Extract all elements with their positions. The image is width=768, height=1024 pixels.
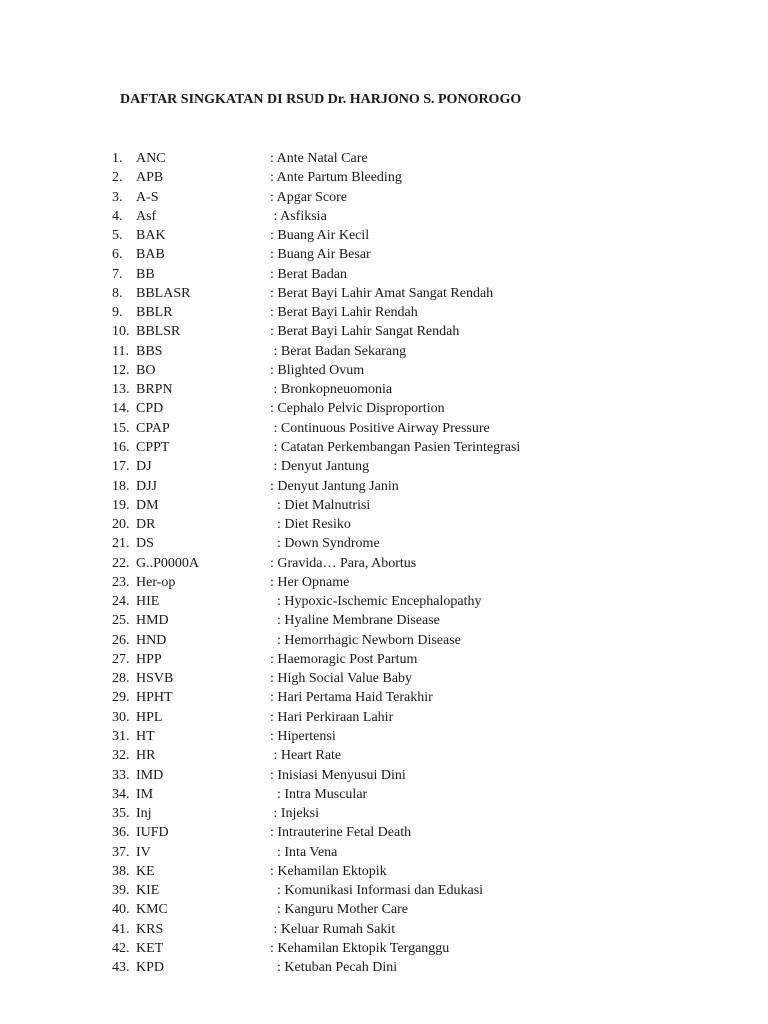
item-number: 15. (112, 420, 130, 436)
item-number: 10. (112, 324, 130, 340)
abbreviation: BO (136, 362, 156, 378)
abbreviation: CPD (136, 401, 164, 417)
definition: : Continuous Positive Airway Pressure (270, 420, 490, 436)
abbreviation: DJJ (136, 478, 158, 494)
item-number: 18. (112, 478, 130, 494)
definition: : Berat Bayi Lahir Sangat Rendah (270, 324, 460, 340)
list-item (112, 631, 672, 650)
definition: : Catatan Perkembangan Pasien Terintegrasi (270, 439, 521, 455)
list-item (112, 419, 672, 438)
list-item (112, 688, 672, 707)
abbreviation: BAK (136, 228, 166, 244)
abbreviation: KMC (136, 902, 168, 918)
definition: : Kehamilan Ektopik (270, 863, 387, 879)
item-number: 27. (112, 651, 130, 667)
item-number: 42. (112, 940, 130, 956)
definition: : Berat Bayi Lahir Amat Sangat Rendah (270, 285, 494, 301)
definition: : Blighted Ovum (270, 362, 365, 378)
definition: : High Social Value Baby (270, 671, 413, 687)
list-item (112, 900, 672, 919)
list-item (112, 534, 672, 553)
list-item (112, 207, 672, 226)
definition: : Denyut Jantung Janin (270, 478, 399, 494)
list-item (112, 168, 672, 187)
definition: : Injeksi (270, 806, 319, 822)
list-item (112, 939, 672, 958)
definition: : Komunikasi Informasi dan Edukasi (270, 883, 484, 899)
abbreviation: HMD (136, 613, 169, 629)
list-item (112, 226, 672, 245)
list-item (112, 399, 672, 418)
list-item (112, 611, 672, 630)
abbreviation: BBS (136, 343, 163, 359)
item-number: 9. (112, 305, 123, 321)
list-item (112, 303, 672, 322)
abbreviation: DS (136, 536, 154, 552)
list-item (112, 265, 672, 284)
definition: : Hemorrhagic Newborn Disease (270, 632, 461, 648)
definition: : Denyut Jantung (270, 459, 370, 475)
item-number: 24. (112, 594, 130, 610)
list-item (112, 477, 672, 496)
item-number: 5. (112, 228, 123, 244)
list-item (112, 380, 672, 399)
abbreviation: IMD (136, 767, 164, 783)
definition: : Cephalo Pelvic Disproportion (270, 401, 445, 417)
definition: : Berat Bayi Lahir Rendah (270, 305, 418, 321)
abbreviation: KPD (136, 960, 165, 976)
item-number: 4. (112, 208, 123, 224)
item-number: 43. (112, 960, 130, 976)
list-item (112, 515, 672, 534)
item-number: 25. (112, 613, 130, 629)
item-number: 3. (112, 189, 123, 205)
definition: : Keluar Rumah Sakit (270, 921, 396, 937)
item-number: 37. (112, 844, 130, 860)
abbreviation: DM (136, 497, 159, 513)
definition: : Hipertensi (270, 728, 336, 744)
abbreviation: BB (136, 266, 155, 282)
item-number: 1. (112, 151, 123, 166)
item-number: 20. (112, 517, 130, 533)
abbreviation: HPP (136, 651, 162, 667)
abbreviation: BAB (136, 247, 165, 263)
definition: : Buang Air Besar (270, 247, 371, 263)
definition: : Apgar Score (270, 189, 347, 205)
abbreviation: HIE (136, 594, 160, 610)
definition: : Kanguru Mother Care (270, 902, 409, 918)
definition: : Ante Natal Care (270, 151, 368, 166)
list-item (112, 862, 672, 881)
definition: : Intrauterine Fetal Death (270, 825, 412, 841)
definition: : Bronkopneuomonia (270, 382, 393, 398)
abbreviation: Her-op (136, 574, 176, 590)
definition: : Haemoragic Post Partum (270, 651, 418, 667)
list-item (112, 823, 672, 842)
abbreviation: KIE (136, 883, 160, 899)
list-item (112, 496, 672, 515)
item-number: 40. (112, 902, 130, 918)
abbreviation-list (112, 149, 672, 977)
item-number: 22. (112, 555, 130, 571)
definition: : Hari Perkiraan Lahir (270, 709, 394, 725)
list-item (112, 284, 672, 303)
abbreviation: HSVB (136, 671, 174, 687)
list-item (112, 554, 672, 573)
item-number: 13. (112, 382, 130, 398)
abbreviation: CPAP (136, 420, 170, 436)
item-number: 32. (112, 748, 130, 764)
definition: : Hyaline Membrane Disease (270, 613, 440, 629)
list-item (112, 457, 672, 476)
item-number: 39. (112, 883, 130, 899)
abbreviation: HR (136, 748, 156, 764)
abbreviation: HPHT (136, 690, 173, 706)
list-item (112, 920, 672, 939)
abbreviation: A-S (136, 189, 159, 205)
list-item (112, 727, 672, 746)
list-item (112, 843, 672, 862)
item-number: 12. (112, 362, 130, 378)
item-number: 6. (112, 247, 123, 263)
abbreviation: HND (136, 632, 167, 648)
document-title: DAFTAR SINGKATAN DI RSUD Dr. HARJONO S. PONOROGO (120, 92, 522, 107)
abbreviation: Inj (136, 806, 152, 822)
item-number: 35. (112, 806, 130, 822)
abbreviation: Asf (136, 208, 157, 224)
item-number: 8. (112, 285, 123, 301)
item-number: 28. (112, 671, 130, 687)
item-number: 21. (112, 536, 130, 552)
item-number: 31. (112, 728, 130, 744)
list-item (112, 342, 672, 361)
abbreviation: G..P0000A (136, 555, 200, 571)
item-number: 23. (112, 574, 130, 590)
abbreviation: IV (136, 844, 151, 860)
list-item (112, 766, 672, 785)
abbreviation: HT (136, 728, 155, 744)
list-item (112, 746, 672, 765)
item-number: 41. (112, 921, 130, 937)
definition: : Diet Resiko (270, 517, 351, 533)
item-number: 7. (112, 266, 123, 282)
abbreviation: BRPN (136, 382, 173, 398)
abbreviation: IUFD (136, 825, 169, 841)
item-number: 16. (112, 439, 130, 455)
item-number: 19. (112, 497, 130, 513)
definition: : Diet Malnutrisi (270, 497, 371, 513)
list-item (112, 785, 672, 804)
list-item (112, 881, 672, 900)
definition: : Asfiksia (270, 208, 327, 224)
item-number: 26. (112, 632, 130, 648)
definition: : Her Opname (270, 574, 350, 590)
list-item (112, 592, 672, 611)
definition: : Buang Air Kecil (270, 228, 370, 244)
definition: : Ante Partum Bleeding (270, 170, 402, 186)
definition: : Heart Rate (270, 748, 342, 764)
abbreviation: BBLSR (136, 324, 181, 340)
definition: : Ketuban Pecah Dini (270, 960, 398, 976)
definition: : Berat Badan (270, 266, 347, 282)
list-item (112, 438, 672, 457)
item-number: 34. (112, 786, 130, 802)
abbreviation: KRS (136, 921, 164, 937)
definition: : Kehamilan Ektopik Terganggu (270, 940, 450, 956)
abbreviation: HPL (136, 709, 163, 725)
item-number: 17. (112, 459, 130, 475)
definition: : Intra Muscular (270, 786, 368, 802)
abbreviation: APB (136, 170, 164, 186)
list-item (112, 361, 672, 380)
list-item (112, 669, 672, 688)
list-item (112, 188, 672, 207)
list-item (112, 650, 672, 669)
abbreviation: DJ (136, 459, 152, 475)
abbreviation: BBLASR (136, 285, 191, 301)
abbreviation: DR (136, 517, 156, 533)
abbreviation: IM (136, 786, 154, 802)
item-number: 30. (112, 709, 130, 725)
list-item (112, 245, 672, 264)
list-item (112, 149, 672, 168)
item-number: 33. (112, 767, 130, 783)
definition: : Hari Pertama Haid Terakhir (270, 690, 433, 706)
abbreviation: CPPT (136, 439, 170, 455)
list-item (112, 573, 672, 592)
definition: : Inisiasi Menyusui Dini (270, 767, 406, 783)
abbreviation: ANC (136, 151, 166, 166)
definition: : Inta Vena (270, 844, 338, 860)
list-item (112, 804, 672, 823)
list-item (112, 708, 672, 727)
definition: : Berat Badan Sekarang (270, 343, 407, 359)
item-number: 11. (112, 343, 129, 359)
definition: : Hypoxic-Ischemic Encephalopathy (270, 594, 482, 610)
definition: : Down Syndrome (270, 536, 380, 552)
abbreviation: KE (136, 863, 155, 879)
list-item (112, 322, 672, 341)
definition: : Gravida… Para, Abortus (270, 555, 417, 571)
item-number: 14. (112, 401, 130, 417)
item-number: 29. (112, 690, 130, 706)
abbreviation: BBLR (136, 305, 173, 321)
item-number: 36. (112, 825, 130, 841)
item-number: 38. (112, 863, 130, 879)
abbreviation: KET (136, 940, 164, 956)
list-item (112, 958, 672, 977)
item-number: 2. (112, 170, 123, 186)
